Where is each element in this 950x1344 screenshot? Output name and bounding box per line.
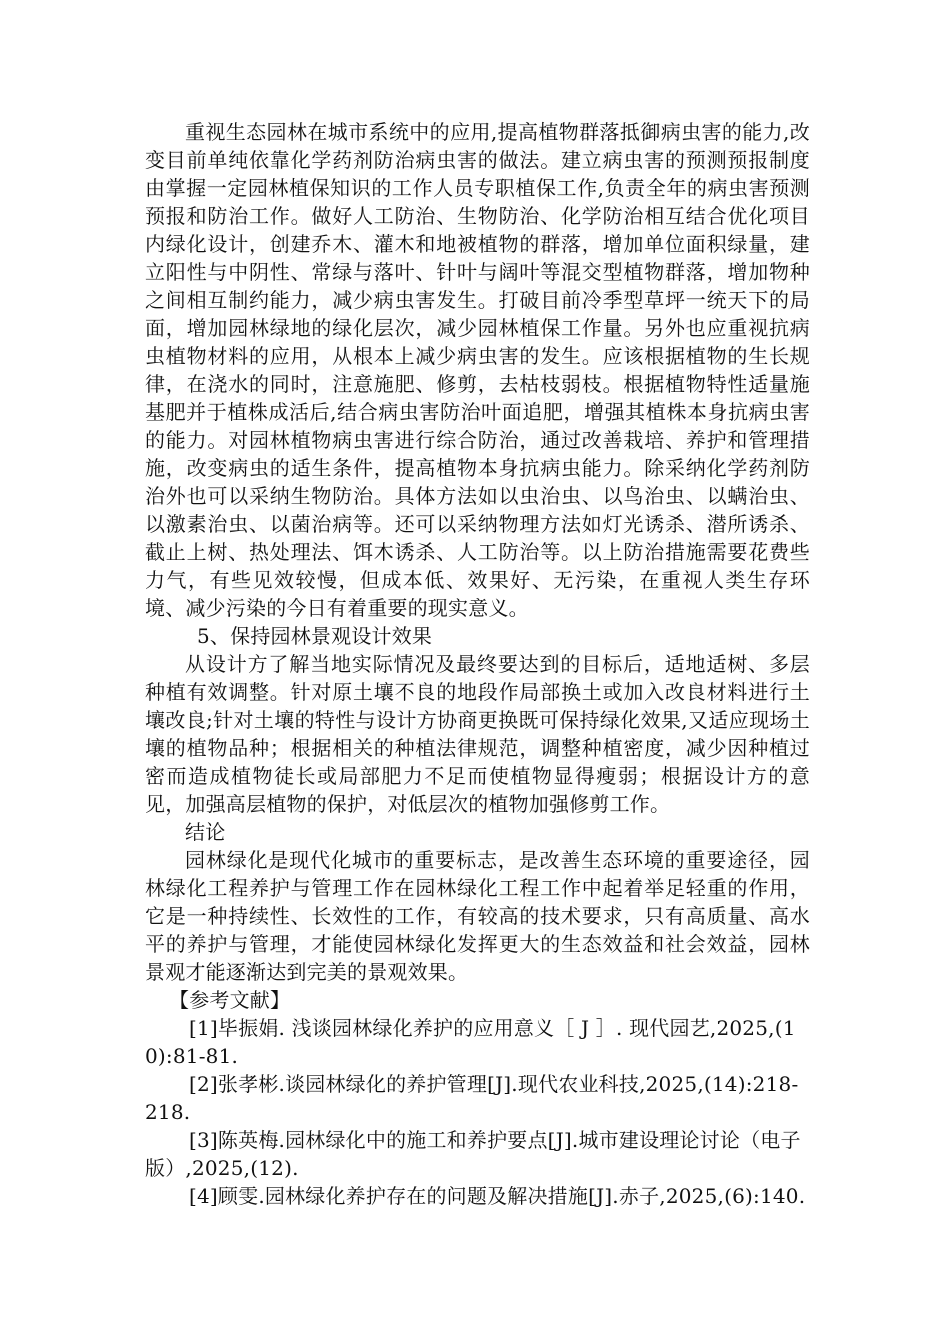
reference-item: [2]张孝彬.谈园林绿化的养护管理[J].现代农业科技,2025,(14):218-218. — [145, 1072, 799, 1124]
paragraph-conclusion: 园林绿化是现代化城市的重要标志，是改善生态环境的重要途径，园林绿化工程养护与管理工作在园林绿化工程工作中起着举足轻重的作用，它是一种持续性、长效性的工作，有较高的技术要求，只有高质量、高水平的养护与管理，才能使园林绿化发挥更大的生态效益和社会效益，园林景观才能逐渐达到完美的景观效果。 — [145, 848, 810, 984]
reference-item: [4]顾雯.园林绿化养护存在的问题及解决措施[J].赤子,2025,(6):140. — [189, 1184, 806, 1208]
paragraph-design-effect: 从设计方了解当地实际情况及最终要达到的目标后，适地适树、多层种植有效调整。针对原土壤不良的地段作局部换土或加入改良材料进行土壤改良;针对土壤的特性与设计方协商更换既可保持绿化效果,又适应现场土壤的植物品种；根据相关的种植法律规范，调整种植密度，减少因种植过密而造成植物徒长或局部肥力不足而使植物显得瘦弱；根据设计方的意见，加强高层植物的保护，对低层次的植物加强修剪工作。 — [145, 652, 810, 816]
references-list — [145, 1014, 810, 1210]
references-heading: 【参考文献】 — [169, 988, 291, 1012]
section-heading-5: 5、保持园林景观设计效果 — [197, 624, 433, 648]
reference-item: [1]毕振娟. 浅谈园林绿化养护的应用意义［ J ］. 现代园艺,2025,(10):81-81. — [145, 1016, 796, 1068]
conclusion-heading: 结论 — [185, 820, 226, 844]
reference-item: [3]陈英梅.园林绿化中的施工和养护要点[J].城市建设理论讨论（电子版）,2025,(12). — [145, 1128, 801, 1180]
document-page — [145, 118, 810, 1210]
paragraph-pest-control: 重视生态园林在城市系统中的应用,提高植物群落抵御病虫害的能力,改变目前单纯依靠化学药剂防治病虫害的做法。建立病虫害的预测预报制度由掌握一定园林植保知识的工作人员专职植保工作,负责全年的病虫害预测预报和防治工作。做好人工防治、生物防治、化学防治相互结合优化项目内绿化设计，创建乔木、灌木和地被植物的群落，增加单位面积绿量，建立阳性与中阴性、常绿与落叶、针叶与阔叶等混交型植物群落，增加物种之间相互制约能力，减少病虫害发生。打破目前冷季型草坪一统天下的局面，增加园林绿地的绿化层次，减少园林植保工作量。另外也应重视抗病虫植物材料的应用，从根本上减少病虫害的发生。应该根据植物的生长规律，在浇水的同时，注意施肥、修剪，去枯枝弱枝。根据植物特性适量施基肥并于植株成活后,结合病虫害防治叶面追肥，增强其植株本身抗病虫害的能力。对园林植物病虫害进行综合防治，通过改善栽培、养护和管理措施，改变病虫的适生条件，提高植物本身抗病虫能力。除采纳化学药剂防治外也可以采纳生物防治。具体方法如以虫治虫、以鸟治虫、以螨治虫、以激素治虫、以菌治病等。还可以采纳物理方法如灯光诱杀、潜所诱杀、截止上树、热处理法、饵木诱杀、人工防治等。以上防治措施需要花费些力气，有些见效较慢，但成本低、效果好、无污染，在重视人类生存环境、减少污染的今日有着重要的现实意义。 — [145, 120, 810, 620]
